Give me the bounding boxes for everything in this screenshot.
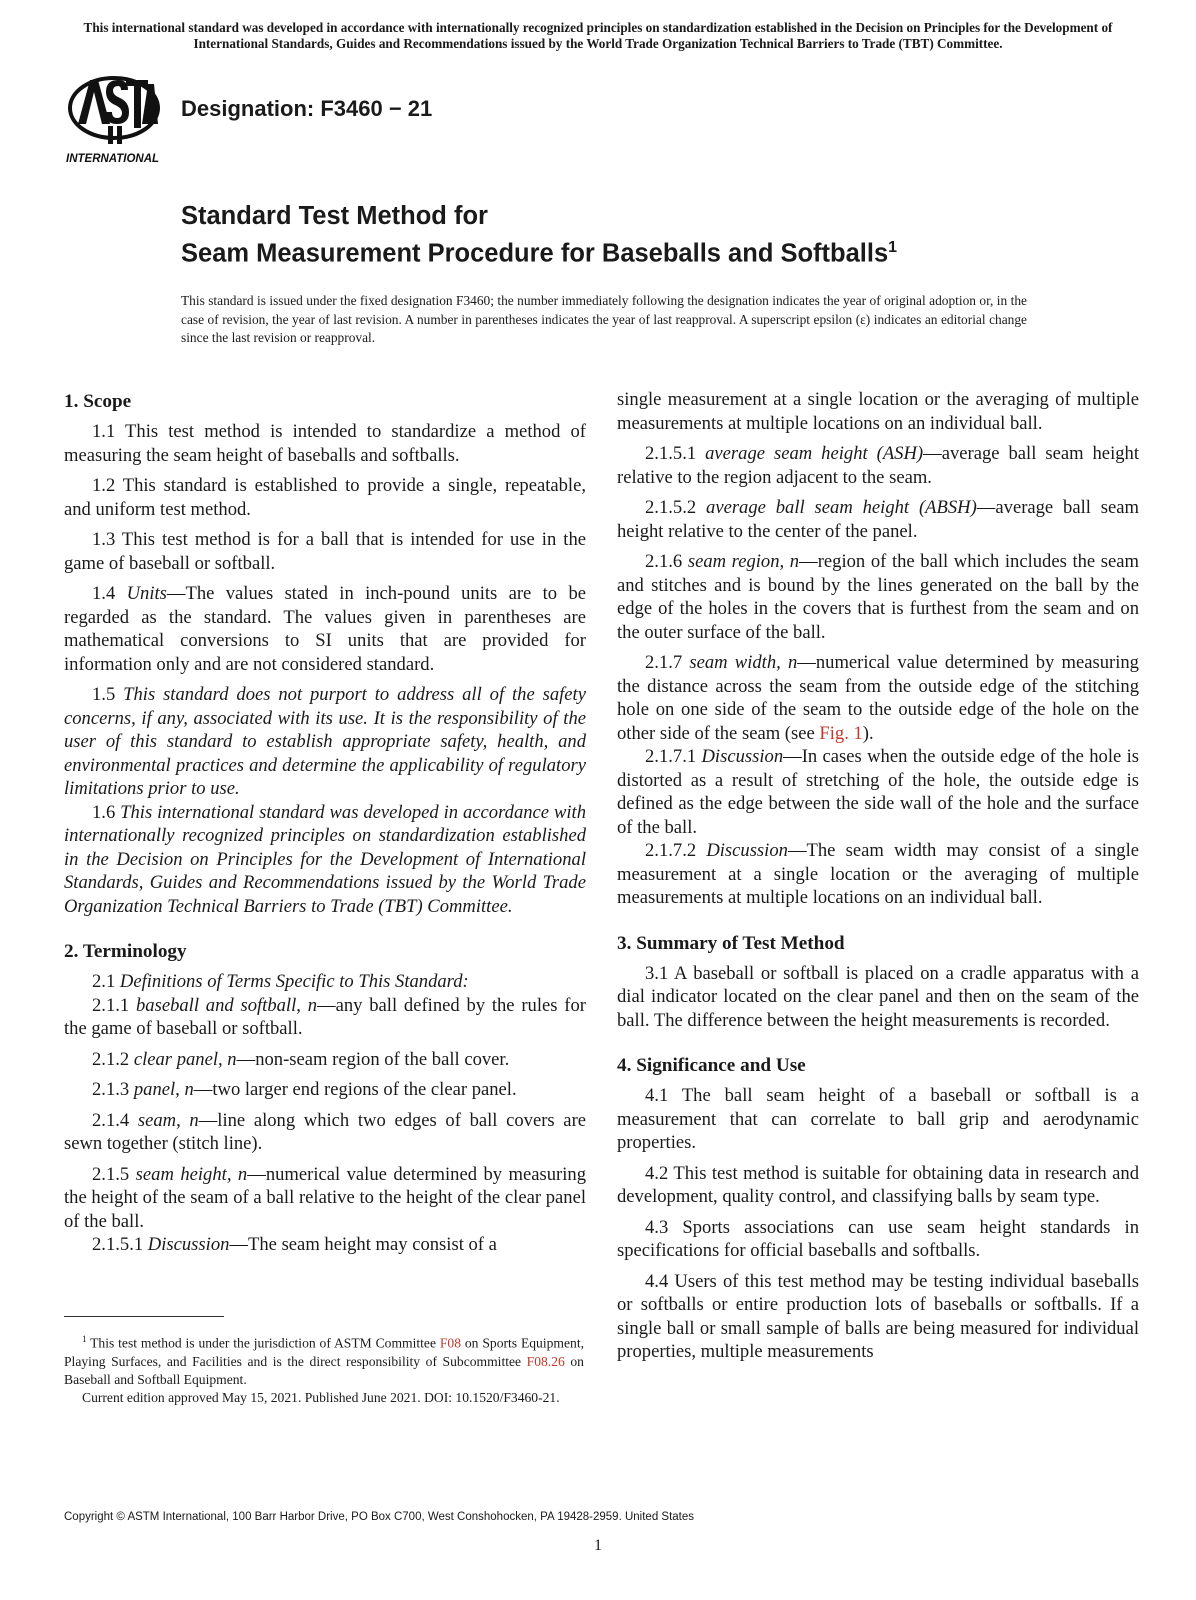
footnote-text-a: This test method is under the jurisdiction of ASTM Committee (90, 1335, 440, 1351)
para-2-1-7-1-num: 2.1.7.1 (645, 746, 697, 767)
para-2-1-5-num: 2.1.5 (92, 1163, 130, 1185)
para-1-6-text: This international standard was developed in accordance with internationally recognized principles on standardization established in the Decision on Principles for the Development of International Standards, Guides and Recommendations issued by the World Trade Organization Technical Barriers to Trade (TBT) Committee. (64, 801, 586, 917)
para-2-1 (64, 970, 586, 994)
para-4-3: 4.3 Sports associations can use seam height standards in specifications for official baseballs and softballs. (617, 1216, 1139, 1261)
para-1-6-num: 1.6 (92, 801, 116, 823)
para-1-6 (64, 801, 586, 919)
astm-logo (64, 70, 170, 166)
para-2-1-7-1 (617, 745, 1139, 839)
f08-26-link[interactable]: F08.26 (526, 1353, 565, 1369)
page-number: 1 (594, 1537, 602, 1554)
para-1-4-term: Units (126, 583, 167, 604)
para-1-5 (64, 683, 586, 801)
logo-org-text: INTERNATIONAL (66, 153, 160, 165)
footnote-text-c: on Baseball and Softball Equipment. (64, 1353, 584, 1387)
para-2-1-7-2-term: Discussion (706, 840, 788, 861)
footnote-1 (64, 1330, 584, 1389)
title-line-2-text: Seam Measurement Procedure for Baseballs and Softballs (181, 239, 889, 268)
para-2-1-5-text: —numerical value determined by measuring the height of the seam of a ball relative to the height of the clear panel of the ball. (64, 1163, 586, 1232)
para-ash-num: 2.1.5.1 (645, 443, 697, 464)
footnote-edition: Current edition approved May 15, 2021. Published June 2021. DOI: 10.1520/F3460-21. (82, 1389, 560, 1405)
para-1-5-text: This standard does not purport to address all of the safety concerns, if any, associated with its use. It is the responsibility of the user of this standard to establish appropriate safety, health, and environmental practices and determine the applicability of regulatory limitations prior to use. (64, 684, 586, 799)
para-2-1-3 (64, 1078, 586, 1102)
footnote-text-b: on Sports Equipment, Playing Surfaces, and Facilities and is the direct responsibility of Subcommittee (64, 1335, 584, 1369)
para-2-1-5-2-absh (617, 496, 1139, 543)
para-2-1-7-2-text: —The seam width may consist of a single measurement at a single location or the averaging of multiple measurements at multiple locations on an individual ball. (617, 840, 1139, 908)
para-2-1-6-text: —region of the ball which includes the seam and stitches and is bound by the lines generated on the ball by the edge of the holes in the covers that is furthest from the seam and on the outer surface of the ball. (617, 551, 1140, 643)
para-2-1-7-text: —numerical value determined by measuring the distance across the seam from the outside edge of the stitching hole on one side of the seam to the outside edge of the hole on the other side of the seam (see (617, 652, 1139, 744)
para-2-1-2-num: 2.1.2 (92, 1048, 130, 1070)
terminology-heading: 2. Terminology (64, 941, 187, 962)
para-2-1-7-1-term: Discussion (701, 746, 784, 767)
para-2-1-7-2-num: 2.1.7.2 (645, 840, 697, 861)
para-2-1-6 (617, 550, 1139, 644)
para-2-1-7-1-text: —In cases when the outside edge of the hole is distorted as a result of stretching of the hole, the outside edge is defined as the edge between the side wall of the hole and the surface of the ball. (617, 746, 1139, 838)
significance-heading: 4. Significance and Use (617, 1055, 806, 1076)
para-2-1-7-num: 2.1.7 (645, 652, 683, 673)
para-absh-text: —average ball seam height relative to the center of the panel. (617, 497, 1139, 542)
para-2-1-5-1-ash (617, 442, 1139, 489)
footnote-mark: 1 (82, 1334, 87, 1344)
para-1-2: 1.2 This standard is established to provide a single, repeatable, and uniform test method. (64, 475, 586, 520)
para-1-5-num: 1.5 (92, 684, 116, 705)
para-2-1-5-1 (64, 1233, 586, 1257)
para-2-1-2-term: clear panel, n (133, 1048, 237, 1070)
para-ash-text: —average ball seam height relative to the region adjacent to the seam. (617, 443, 1139, 488)
title-line-2 (181, 232, 897, 270)
title-line-1: Standard Test Method for (181, 202, 488, 230)
para-2-1-3-num: 2.1.3 (92, 1079, 130, 1100)
top-notice: This international standard was developed in accordance with internationally recognized principles on standardization established in the Decision on Principles for the Development of International Standards, Guides and Recommendations issued by the World Trade Organization Technical Barriers to Trade (TBT) Committee. (83, 20, 1113, 51)
para-absh-num: 2.1.5.2 (645, 497, 697, 518)
para-2-1-6-term: seam region, n (687, 551, 800, 572)
document-title (181, 200, 897, 270)
para-2-1-2 (64, 1048, 586, 1072)
para-2-1-7-end: ). (862, 722, 874, 744)
summary-heading: 3. Summary of Test Method (617, 932, 845, 954)
para-2-1-5-term: seam height, n (135, 1163, 248, 1185)
fig-1-link[interactable]: Fig. 1 (819, 722, 863, 744)
para-2-1-4 (64, 1109, 586, 1156)
para-2-1-5 (64, 1163, 586, 1234)
para-2-1-text: Definitions of Terms Specific to This Standard: (119, 971, 469, 992)
para-3-1: 3.1 A baseball or softball is placed on a cradle apparatus with a dial indicator located on the clear panel and then on the seam of the ball. The difference between the height measurements is recorded. (617, 962, 1139, 1031)
para-4-1: 4.1 The ball seam height of a baseball or softball is a measurement that can correlate to ball grip and aerodynamic properties. (617, 1085, 1139, 1153)
para-1-1: 1.1 This test method is intended to standardize a method of measuring the seam height of baseballs and softballs. (64, 421, 586, 466)
left-column (64, 390, 586, 1264)
title-footnote-mark: 1 (888, 239, 898, 256)
para-2-1-5-1-text: —The seam height may consist of a (229, 1234, 497, 1255)
para-2-1-3-term: panel, n (133, 1079, 194, 1100)
para-2-1-5-1-num: 2.1.5.1 (92, 1234, 144, 1255)
para-2-1-7-2 (617, 839, 1139, 910)
para-2-1-7 (617, 651, 1139, 745)
para-2-1-1-text: —any ball defined by the rules for the game of baseball or softball. (64, 994, 586, 1039)
para-2-1-4-term: seam, n (137, 1109, 199, 1131)
para-ash-term: average seam height (ASH) (705, 443, 924, 464)
para-2-1-7-term: seam width, n (689, 652, 798, 673)
scope-heading: 1. Scope (64, 391, 132, 412)
para-2-1-4-text: —line along which two edges of ball covers are sewn together (stitch line). (64, 1109, 587, 1154)
para-2-1-2-text: —non-seam region of the ball cover. (236, 1048, 510, 1070)
right-column (617, 388, 1139, 1371)
para-1-4-num: 1.4 (92, 583, 116, 604)
para-continued: single measurement at a single location or the averaging of multiple measurements at multiple locations on an individual ball. (617, 389, 1139, 434)
para-4-4: 4.4 Users of this test method may be testing individual baseballs or softballs or entire production lots of baseballs or softballs. If a single ball or small sample of balls are being measured for individual properties, multiple measurements (617, 1270, 1139, 1362)
issued-note: This standard is issued under the fixed designation F3460; the number immediately following the designation indicates the year of original adoption or, in the case of revision, the year of last revision. A number in parentheses indicates the year of last reapproval. A superscript epsilon (ε) indicates an editorial change since the last revision or reapproval. (181, 293, 1027, 345)
para-2-1-1 (64, 994, 586, 1041)
para-2-1-1-term: baseball and softball, n (135, 994, 317, 1016)
footnotes (64, 1330, 584, 1407)
copyright: Copyright © ASTM International, 100 Barr Harbor Drive, PO Box C700, West Conshohocken, PA 19428-2959. United States (64, 1511, 695, 1523)
para-absh-term: average ball seam height (ABSH) (706, 497, 977, 518)
para-2-1-5-1-term: Discussion (147, 1234, 230, 1255)
para-1-3: 1.3 This test method is for a ball that is intended for use in the game of baseball or softball. (64, 529, 586, 574)
para-1-4-text: —The values stated in inch-pound units are to be regarded as the standard. The values given in parentheses are mathematical conversions to SI units that are provided for information only and are not considered standard. (64, 583, 586, 675)
para-4-2: 4.2 This test method is suitable for obtaining data in research and development, quality control, and classifying balls by seam type. (617, 1162, 1139, 1207)
para-2-1-3-text: —two larger end regions of the clear panel. (193, 1079, 517, 1100)
para-2-1-4-num: 2.1.4 (92, 1109, 130, 1131)
para-2-1-6-num: 2.1.6 (645, 551, 683, 572)
para-2-1-1-num: 2.1.1 (92, 994, 130, 1016)
para-1-4 (64, 582, 586, 676)
f08-link[interactable]: F08 (439, 1335, 462, 1351)
footnote-divider (64, 1316, 224, 1317)
para-2-1-num: 2.1 (92, 971, 116, 992)
designation: Designation: F3460 − 21 (181, 96, 433, 121)
